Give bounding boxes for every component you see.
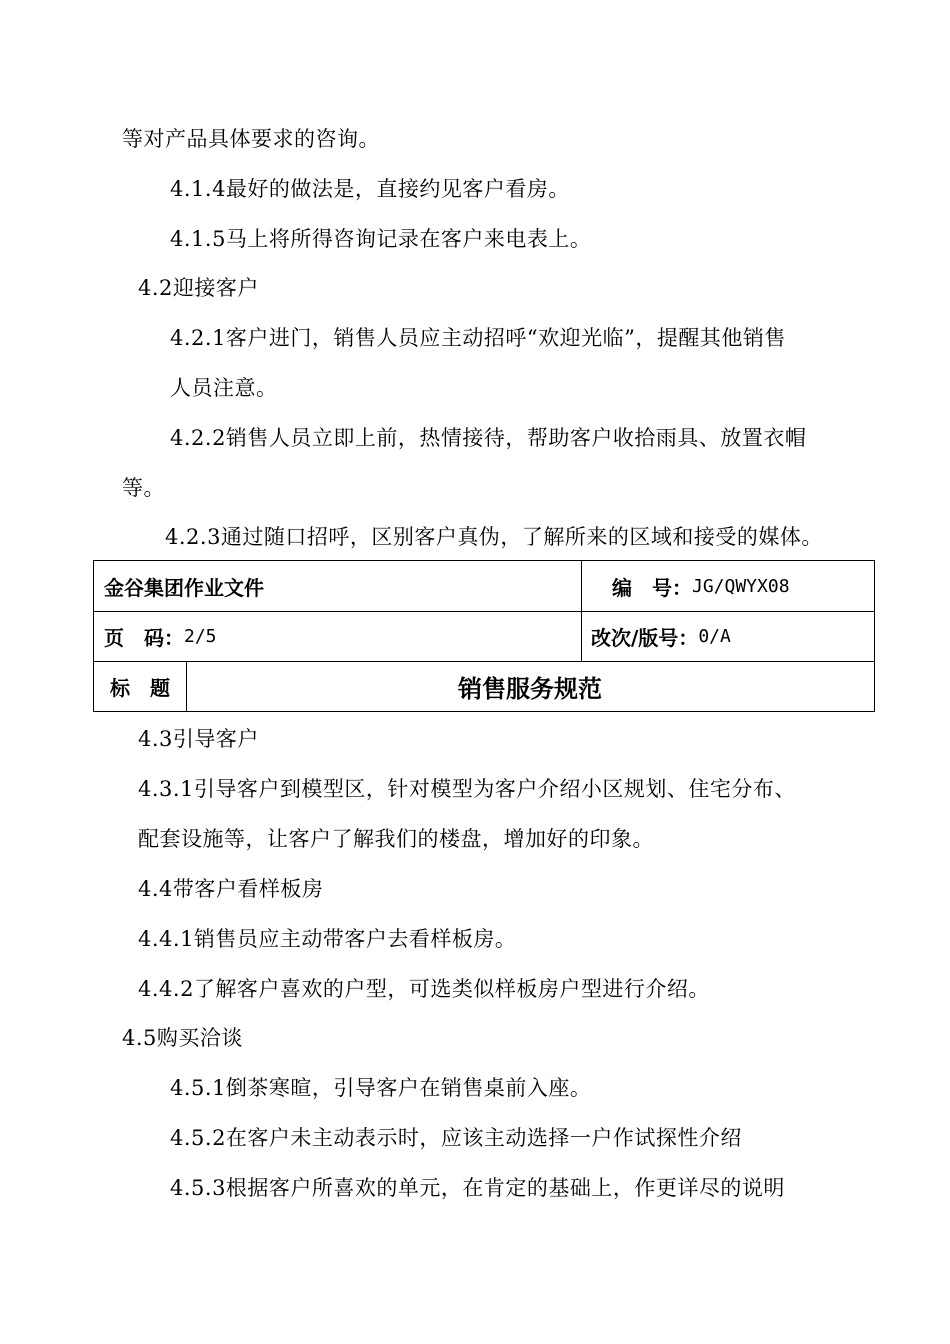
code-value: JG/QWYX08 bbox=[692, 575, 790, 597]
section-heading: 4.5购买洽谈 bbox=[122, 1026, 243, 1050]
document-title: 销售服务规范 bbox=[458, 675, 602, 703]
section-heading: 4.4带客户看样板房 bbox=[138, 877, 324, 901]
code-label: 编 号： bbox=[612, 575, 692, 600]
page-number bbox=[104, 611, 217, 661]
body-line: 4.3.1引导客户到模型区，针对模型为客户介绍小区规划、住宅分布、 bbox=[138, 777, 796, 801]
title-label: 标 题 bbox=[110, 676, 170, 700]
document-header-table bbox=[93, 560, 875, 712]
body-line: 等对产品具体要求的咨询。 bbox=[122, 127, 380, 151]
page-value: 2/5 bbox=[184, 625, 217, 647]
body-line: 4.4.1销售员应主动带客户去看样板房。 bbox=[138, 927, 517, 951]
body-line: 配套设施等，让客户了解我们的楼盘，增加好的印象。 bbox=[138, 827, 654, 851]
document-code bbox=[612, 561, 790, 611]
revision-number bbox=[591, 611, 731, 661]
body-line: 4.2.3通过随口招呼，区别客户真伪，了解所来的区域和接受的媒体。 bbox=[165, 525, 823, 549]
body-line: 4.4.2了解客户喜欢的户型，可选类似样板房户型进行介绍。 bbox=[138, 977, 710, 1001]
body-line: 等。 bbox=[122, 476, 165, 500]
revision-label: 改次/版号： bbox=[591, 625, 699, 650]
body-line: 4.2.1客户进门，销售人员应主动招呼“欢迎光临”，提醒其他销售 bbox=[170, 326, 786, 350]
body-line: 4.5.1倒茶寒暄，引导客户在销售桌前入座。 bbox=[170, 1076, 592, 1100]
page-label: 页 码： bbox=[104, 625, 184, 650]
body-line: 4.5.3根据客户所喜欢的单元，在肯定的基础上，作更详尽的说明 bbox=[170, 1176, 785, 1200]
table-divider bbox=[581, 561, 582, 661]
section-heading: 4.2迎接客户 bbox=[138, 276, 259, 300]
body-line: 4.2.2销售人员立即上前，热情接待，帮助客户收拾雨具、放置衣帽 bbox=[170, 426, 807, 450]
body-line: 4.1.5马上将所得咨询记录在客户来电表上。 bbox=[170, 227, 592, 251]
body-line: 4.5.2在客户未主动表示时，应该主动选择一户作试探性介绍 bbox=[170, 1126, 742, 1150]
body-line: 4.1.4最好的做法是，直接约见客户看房。 bbox=[170, 177, 570, 201]
company-name: 金谷集团作业文件 bbox=[104, 575, 264, 600]
body-line: 人员注意。 bbox=[170, 376, 278, 400]
revision-value: 0/A bbox=[698, 625, 731, 647]
section-heading: 4.3引导客户 bbox=[138, 727, 259, 751]
